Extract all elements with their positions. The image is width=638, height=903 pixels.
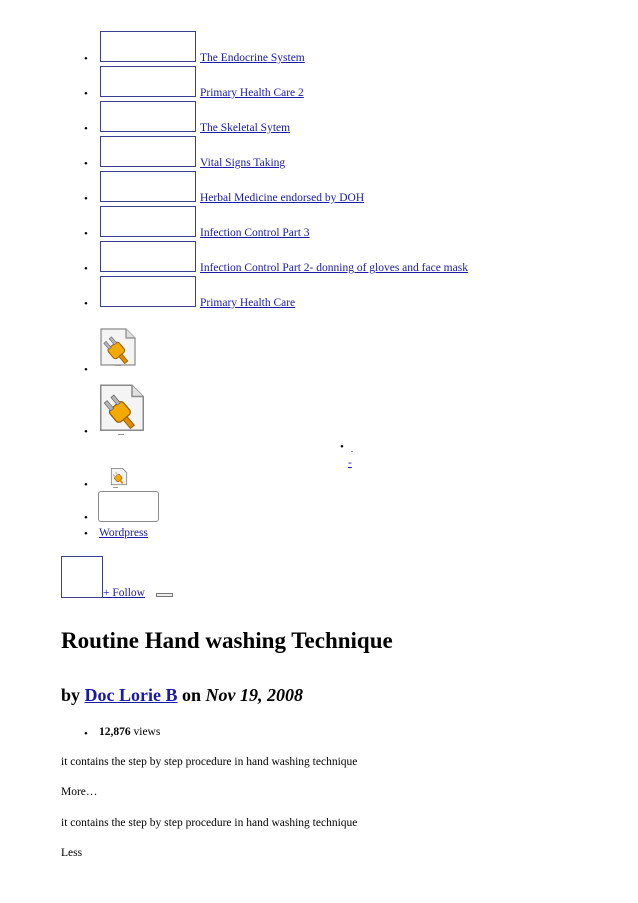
view-count-number: 12,876 xyxy=(99,726,131,738)
related-link[interactable]: Infection Control Part 2- donning of gloves and face mask xyxy=(200,262,468,274)
placeholder-mark xyxy=(351,451,353,452)
related-thumbnail[interactable] xyxy=(100,66,196,97)
list-bullet: • xyxy=(84,728,88,740)
more-toggle[interactable]: More… xyxy=(61,786,98,798)
related-link[interactable]: Infection Control Part 3 xyxy=(200,227,310,239)
related-link[interactable]: Vital Signs Taking xyxy=(200,157,286,169)
empty-widget-box[interactable] xyxy=(98,491,159,522)
related-link[interactable]: Primary Health Care 2 xyxy=(200,87,304,99)
list-bullet: • xyxy=(84,426,88,438)
placeholder-mark xyxy=(115,365,121,366)
missing-plugin-icon[interactable] xyxy=(98,328,138,368)
list-bullet: • xyxy=(84,528,88,540)
description-full: it contains the step by step procedure in hand washing technique xyxy=(61,817,358,829)
related-link[interactable]: The Skeletal Sytem xyxy=(200,122,291,134)
author-avatar[interactable] xyxy=(61,556,103,598)
related-thumbnail[interactable] xyxy=(100,206,196,237)
related-thumbnail[interactable] xyxy=(100,171,196,202)
nested-link[interactable]: - xyxy=(348,457,352,469)
related-thumbnail[interactable] xyxy=(100,241,196,272)
placeholder-mark xyxy=(113,487,118,488)
view-count-label: views xyxy=(130,726,161,738)
list-bullet: • xyxy=(84,479,88,491)
list-bullet: • xyxy=(84,364,88,376)
related-link[interactable]: The Endocrine System xyxy=(200,52,305,64)
placeholder-mark xyxy=(118,434,124,435)
follow-count-box xyxy=(156,593,173,597)
list-bullet: • xyxy=(84,158,88,170)
list-bullet: • xyxy=(84,53,88,65)
follow-button[interactable]: + Follow xyxy=(103,587,145,599)
author-link[interactable]: Doc Lorie B xyxy=(84,685,178,705)
list-bullet: • xyxy=(84,193,88,205)
list-bullet: • xyxy=(340,441,344,453)
related-thumbnail[interactable] xyxy=(100,101,196,132)
upload-date: Nov 19, 2008 xyxy=(205,685,304,705)
wordpress-link[interactable]: Wordpress xyxy=(99,527,148,539)
presentation-title: Routine Hand washing Technique xyxy=(61,628,393,653)
list-bullet: • xyxy=(84,123,88,135)
list-bullet: • xyxy=(84,263,88,275)
by-label: by xyxy=(61,685,81,705)
list-bullet: • xyxy=(84,512,88,524)
missing-plugin-icon[interactable] xyxy=(110,468,128,486)
related-thumbnail[interactable] xyxy=(100,136,196,167)
less-toggle[interactable]: Less xyxy=(61,847,83,859)
related-link[interactable]: Herbal Medicine endorsed by DOH xyxy=(200,192,365,204)
related-thumbnail[interactable] xyxy=(100,31,196,62)
list-bullet: • xyxy=(84,298,88,310)
view-count xyxy=(99,726,160,738)
related-link[interactable]: Primary Health Care xyxy=(200,297,296,309)
list-bullet: • xyxy=(84,228,88,240)
byline xyxy=(61,685,303,706)
on-label: on xyxy=(182,685,202,705)
missing-plugin-icon[interactable] xyxy=(97,384,147,434)
list-bullet: • xyxy=(84,88,88,100)
description-short: it contains the step by step procedure in hand washing technique xyxy=(61,756,358,768)
related-thumbnail[interactable] xyxy=(100,276,196,307)
